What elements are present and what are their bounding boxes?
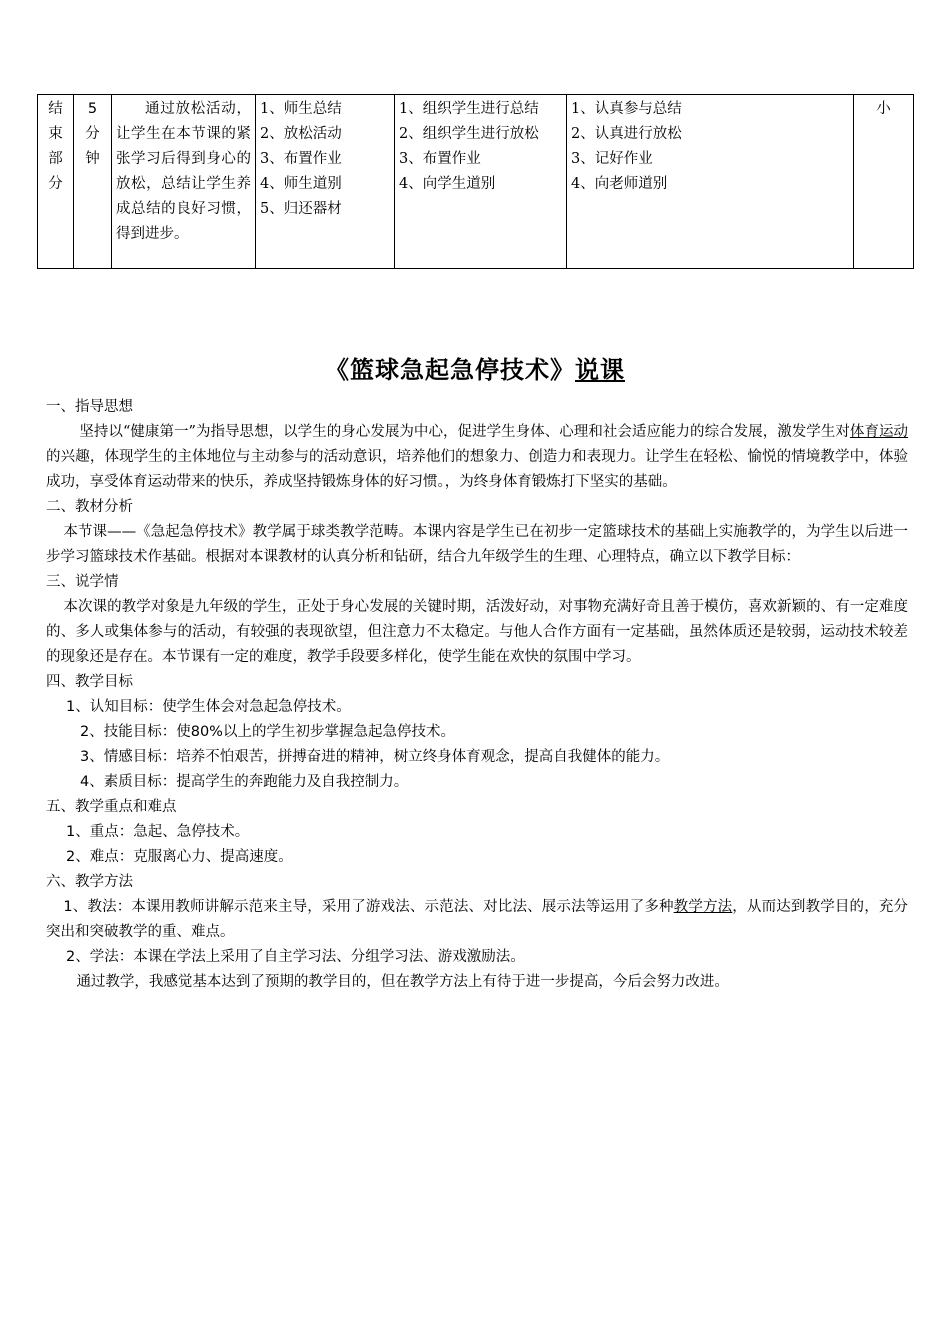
article-body <box>46 395 908 995</box>
section-char: 结 <box>48 101 63 117</box>
item-text: 难点：克服离心力、提高速度。 <box>89 849 293 865</box>
teacher-activity-cell <box>395 95 567 269</box>
list-item: 4、素质目标：提高学生的奔跑能力及自我控制力。 <box>80 774 409 790</box>
goal-text: 通过放松活动，让学生在本节课的紧张学习后得到身心的放松，总结让学生养成总结的良好习惯，得到进步。 <box>116 101 251 242</box>
content-item: 2、放松活动 <box>260 126 342 142</box>
item-number: 1 <box>66 699 76 715</box>
section-char: 束 <box>48 126 63 142</box>
list-item: 1、教法：本课用教师讲解示范来主导，采用了游戏法、示范法、对比法、展示法等运用了多种教学方法，从而达到教学目的，充分突出和突破教学的重、难点。 <box>46 899 909 940</box>
content-item: 4、师生道别 <box>260 176 342 192</box>
item-text: 情感目标：培养不怕艰苦，拼搏奋进的精神，树立终身体育观念，提高自我健体的能力。 <box>103 749 670 765</box>
list-item: 1、认知目标：使学生体会对急起急停技术。 <box>66 699 351 715</box>
section-heading: 四、教学目标 <box>46 674 133 690</box>
text-run: 坚持以“健康第一”为指导思想，以学生的身心发展为中心，促进学生身体、心理和社会适应能力的综合发展，激发学生对 <box>79 424 850 440</box>
underlined-link[interactable]: 体育运动 <box>849 424 909 440</box>
list-item: 2、技能目标：使80%以上的学生初步掌握急起急停技术。 <box>80 724 455 740</box>
student-activity-cell <box>567 95 854 269</box>
item-text: 素质目标：提高学生的奔跑能力及自我控制力。 <box>103 774 409 790</box>
paragraph <box>46 420 908 495</box>
teacher-item: 4、向学生道别 <box>399 176 496 192</box>
time-value: 5 <box>87 101 98 117</box>
section-char: 部 <box>48 151 63 167</box>
student-item: 3、记好作业 <box>571 151 653 167</box>
teacher-item: 2、组织学生进行放松 <box>399 126 539 142</box>
underlined-link[interactable]: 教学方法 <box>673 899 733 915</box>
content-item: 5、归还器材 <box>260 201 342 217</box>
text-run: 的兴趣，体现学生的主体地位与主动参与的活动意识，培养他们的想象力、创造力和表现力。让学生在轻松、愉悦的情境教学中，体验成功，享受体育运动带来的快乐，养成坚持锻炼身体的好习惯。，为终身体育锻炼打下坚实的基础。 <box>46 449 908 490</box>
section-heading: 五、教学重点和难点 <box>46 799 177 815</box>
content-item: 3、布置作业 <box>260 151 342 167</box>
time-char: 钟 <box>85 151 100 167</box>
title-main: 《篮球急起急停技术》 <box>325 355 575 384</box>
list-item: 2、难点：克服离心力、提高速度。 <box>66 849 293 865</box>
item-text: 以上的学生初步掌握急起急停技术。 <box>222 724 455 740</box>
item-number: 80% <box>190 724 223 740</box>
item-number: 2 <box>80 724 90 740</box>
lesson-plan-table <box>37 94 914 269</box>
list-item: 3、情感目标：培养不怕艰苦，拼搏奋进的精神，树立终身体育观念，提高自我健体的能力。 <box>80 749 670 765</box>
item-text: 重点：急起、急停技术。 <box>89 824 250 840</box>
table-row <box>38 95 914 269</box>
closing-paragraph: 通过教学，我感觉基本达到了预期的教学目的，但在教学方法上有待于进一步提高，今后会努力改进。 <box>76 974 729 990</box>
section-cell <box>38 95 74 269</box>
section-heading: 六、教学方法 <box>46 874 133 890</box>
item-text: 学法：本课在学法上采用了自主学习法、分组学习法、游戏激励法。 <box>89 949 525 965</box>
student-item: 4、向老师道别 <box>571 176 668 192</box>
content-item: 1、师生总结 <box>260 101 342 117</box>
item-text: 认知目标：使学生体会对急起急停技术。 <box>89 699 351 715</box>
content-cell <box>256 95 395 269</box>
load-value: 小 <box>876 101 891 117</box>
item-number: 3 <box>80 749 90 765</box>
item-number: 2 <box>66 949 76 965</box>
load-cell <box>854 95 914 269</box>
teacher-item: 3、布置作业 <box>399 151 481 167</box>
time-cell <box>74 95 112 269</box>
item-text: ，从而达到教学目的，充分突出和突破教学的重、难点。 <box>46 899 909 940</box>
section-heading: 三、说学情 <box>46 574 119 590</box>
paragraph: 本次课的教学对象是九年级的学生，正处于身心发展的关键时期，活泼好动，对事物充满好奇且善于模仿，喜欢新颖的、有一定难度的、多人或集体参与的活动，有较强的表现欲望，但注意力不太稳定。与他人合作方面有一定基础，虽然体质还是较弱，运动技术较差的现象还是存在。本节课有一定的难度，教学手段要多样化，使学生能在欢快的氛围中学习。 <box>46 599 908 665</box>
page-title <box>0 350 950 385</box>
student-item: 1、认真参与总结 <box>571 101 682 117</box>
goal-cell <box>112 95 256 269</box>
section-heading: 二、教材分析 <box>46 499 133 515</box>
item-number: 1 <box>63 899 73 915</box>
teacher-item: 1、组织学生进行总结 <box>399 101 539 117</box>
list-item: 2、学法：本课在学法上采用了自主学习法、分组学习法、游戏激励法。 <box>66 949 525 965</box>
item-text: 技能目标：使 <box>103 724 191 740</box>
time-char: 分 <box>85 126 100 142</box>
item-number: 1 <box>66 824 76 840</box>
section-heading: 一、指导思想 <box>46 399 133 415</box>
item-text: 教法：本课用教师讲解示范来主导，采用了游戏法、示范法、对比法、展示法等运用了多种 <box>87 899 674 915</box>
student-item: 2、认真进行放松 <box>571 126 682 142</box>
section-char: 分 <box>48 176 63 192</box>
paragraph: 本节课——《急起急停技术》教学属于球类教学范畴。本课内容是学生已在初步一定篮球技术的基础上实施教学的，为学生以后进一步学习篮球技术作基础。根据对本课教材的认真分析和钻研，结合九年级学生的生理、心理特点，确立以下教学目标： <box>46 524 908 565</box>
item-number: 2 <box>66 849 76 865</box>
list-item: 1、重点：急起、急停技术。 <box>66 824 250 840</box>
item-number: 4 <box>80 774 90 790</box>
title-suffix: 说课 <box>575 355 625 384</box>
